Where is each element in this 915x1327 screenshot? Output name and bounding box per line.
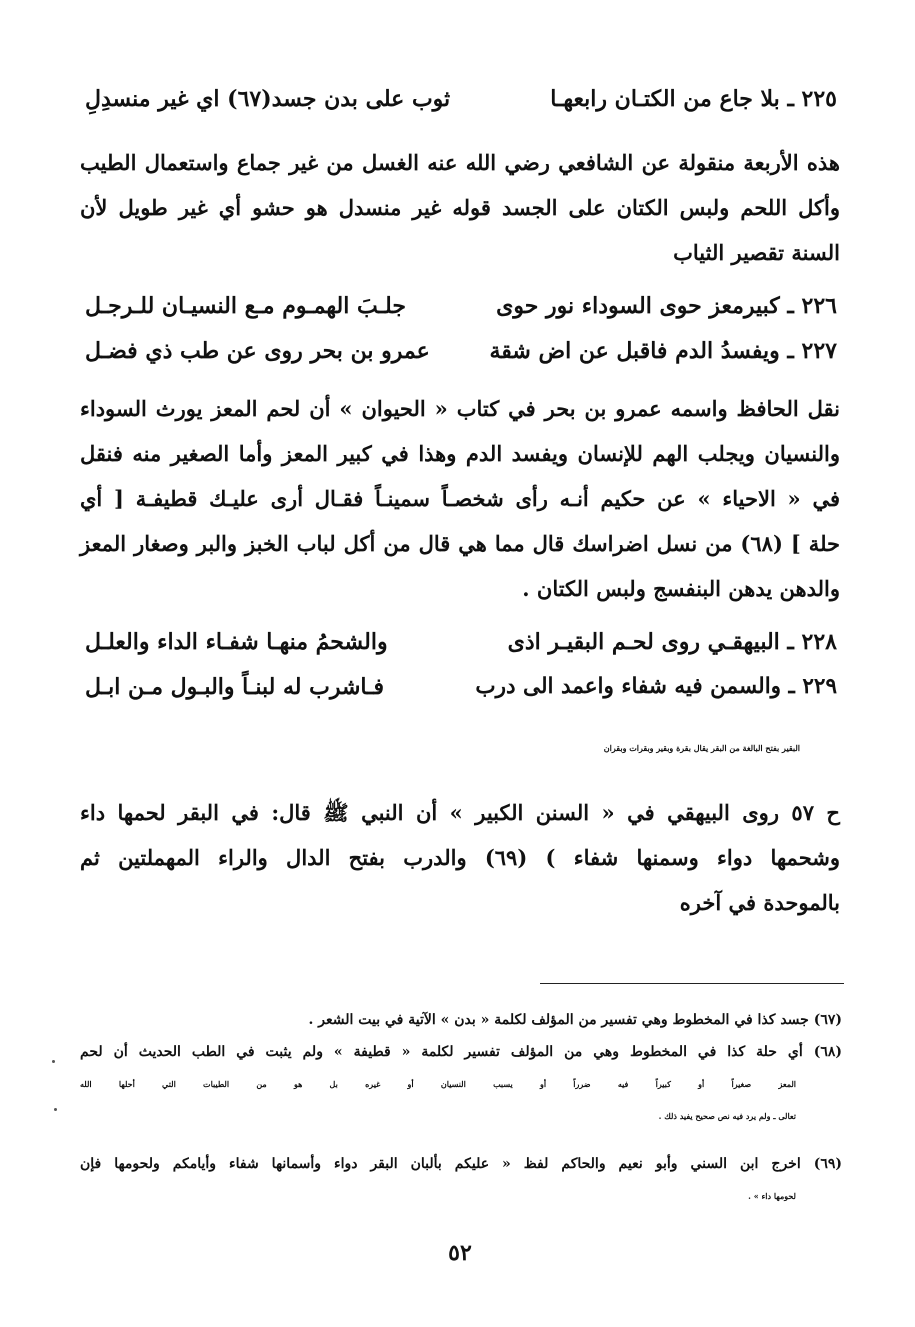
scan-speck	[52, 1060, 55, 1063]
verse-228	[85, 629, 837, 669]
footnote-line: المعز صغيراً أو كبيراً فيه ضرراً أو يسبب النسيان أو غيره بل هو من الطيبات التي أحلها الله	[80, 1079, 797, 1089]
footnote-67	[80, 1004, 842, 1036]
paragraph-line: بالموحدة في آخره	[679, 890, 840, 915]
footnote-separator	[540, 983, 844, 984]
paragraph-line: ح ٥٧ روى البيهقي في « السنن الكبير » أن النبي ﷺ قال: في البقر لحمها داء	[80, 800, 840, 825]
verse-228-second-hemistich: والشحمُ منهـا شفـاء الداء والعلـل	[85, 629, 388, 655]
verse-225-second-hemistich: ثوب على بدن جسد(٦٧) اي غير منسدِلِ	[85, 86, 451, 112]
page-number: ٥٢	[448, 1240, 472, 1266]
verse-227-first-hemistich: ٢٢٧ ـ ويفسدُ الدم فاقبل عن اض شقة	[489, 338, 837, 364]
verse-229	[85, 674, 837, 714]
footnote-line: لحومها داء » .	[748, 1191, 796, 1201]
verse-229-second-hemistich: فـاشرب له لبنـاً والبـول مـن ابـل	[85, 674, 385, 700]
paragraph-line: حلة ] (٦٨) من نسل اضراسك قال مما هي قال من أكل لباب الخبز والبر وصغار المعز	[80, 531, 840, 556]
paragraph-line: والنسيان ويجلب الهم للإنسان ويفسد الدم وهذا في كبير المعز وأما الصغير منه فنقل	[80, 441, 840, 466]
paragraph-line: نقل الحافظ واسمه عمرو بن بحر في كتاب « الحيوان » أن لحم المعز يورث السوداء	[80, 396, 840, 421]
verse-225	[85, 86, 837, 126]
verse-229-first-hemistich: ٢٢٩ ـ والسمن فيه شفاء واعمد الى درب	[475, 674, 837, 699]
paragraph-line: البقير بفتح البالغة من البقر يقال بقرة وبقير وبقرات وبقران	[603, 743, 800, 753]
paragraph-line: في « الاحياء » عن حكيم أنـه رأى شخصـاً سمينـاً فقـال أرى عليـك قطيفـة [ أي	[80, 486, 840, 511]
verse-226-first-hemistich: ٢٢٦ ـ كبيرمعز حوى السوداء نور حوى	[496, 293, 837, 319]
verse-227-second-hemistich: عمرو بن بحر روى عن طب ذي فضـل	[85, 338, 430, 364]
footnote-line: تعالى ـ ولم يرد فيه نص صحيح يفيد ذلك .	[658, 1111, 796, 1121]
verse-225-first-hemistich: ٢٢٥ ـ بلا جاع من الكتـان رابعهـا	[550, 86, 837, 112]
hadith-57-paragraph	[80, 790, 840, 925]
paragraph-line: السنة تقصير الثياب	[673, 240, 840, 265]
baqir-note	[80, 726, 840, 771]
verse-228-first-hemistich: ٢٢٨ ـ البيهقـي روى لحـم البقيـر اذى	[507, 629, 837, 655]
verse-227	[85, 338, 837, 378]
verse-226-second-hemistich: جلـبَ الهمـوم مـع النسيـان للـرجـل	[85, 293, 406, 319]
commentary-paragraph-1	[80, 140, 840, 275]
footnote-line: (٦٧) جسد كذا في المخطوط وهي تفسير من المؤلف لكلمة « بدن » الآتية في بيت الشعر .	[308, 1012, 842, 1028]
footnote-line: (٦٩) اخرج ابن السني وأبو نعيم والحاكم لفظ « عليكم بألبان البقر دواء وأسمانها شفاء وأيامكم ولحومها فإن	[80, 1156, 842, 1172]
paragraph-line: والدهن يدهن البنفسج ولبس الكتان .	[522, 576, 840, 601]
verse-226	[85, 293, 837, 333]
paragraph-line: وشحمها دواء وسمنها شفاء ) (٦٩) والدرب بفتح الدال والراء المهملتين ثم	[80, 845, 840, 870]
scan-speck	[54, 1108, 57, 1111]
commentary-paragraph-2	[80, 386, 840, 611]
footnote-68	[80, 1036, 842, 1132]
footnote-69	[80, 1148, 842, 1212]
paragraph-line: هذه الأربعة منقولة عن الشافعي رضي الله عنه الغسل من غير جماع واستعمال الطيب	[80, 150, 840, 175]
footnote-line: (٦٨) أي حلة كذا في المخطوط وهي من المؤلف تفسير لكلمة « قطيفة » ولم يثبت في الطب الحديث أن لحم	[80, 1044, 842, 1060]
paragraph-line: وأكل اللحم ولبس الكتان على الجسد قوله غير منسدل هو حشو أي غير طويل لأن	[80, 195, 840, 220]
